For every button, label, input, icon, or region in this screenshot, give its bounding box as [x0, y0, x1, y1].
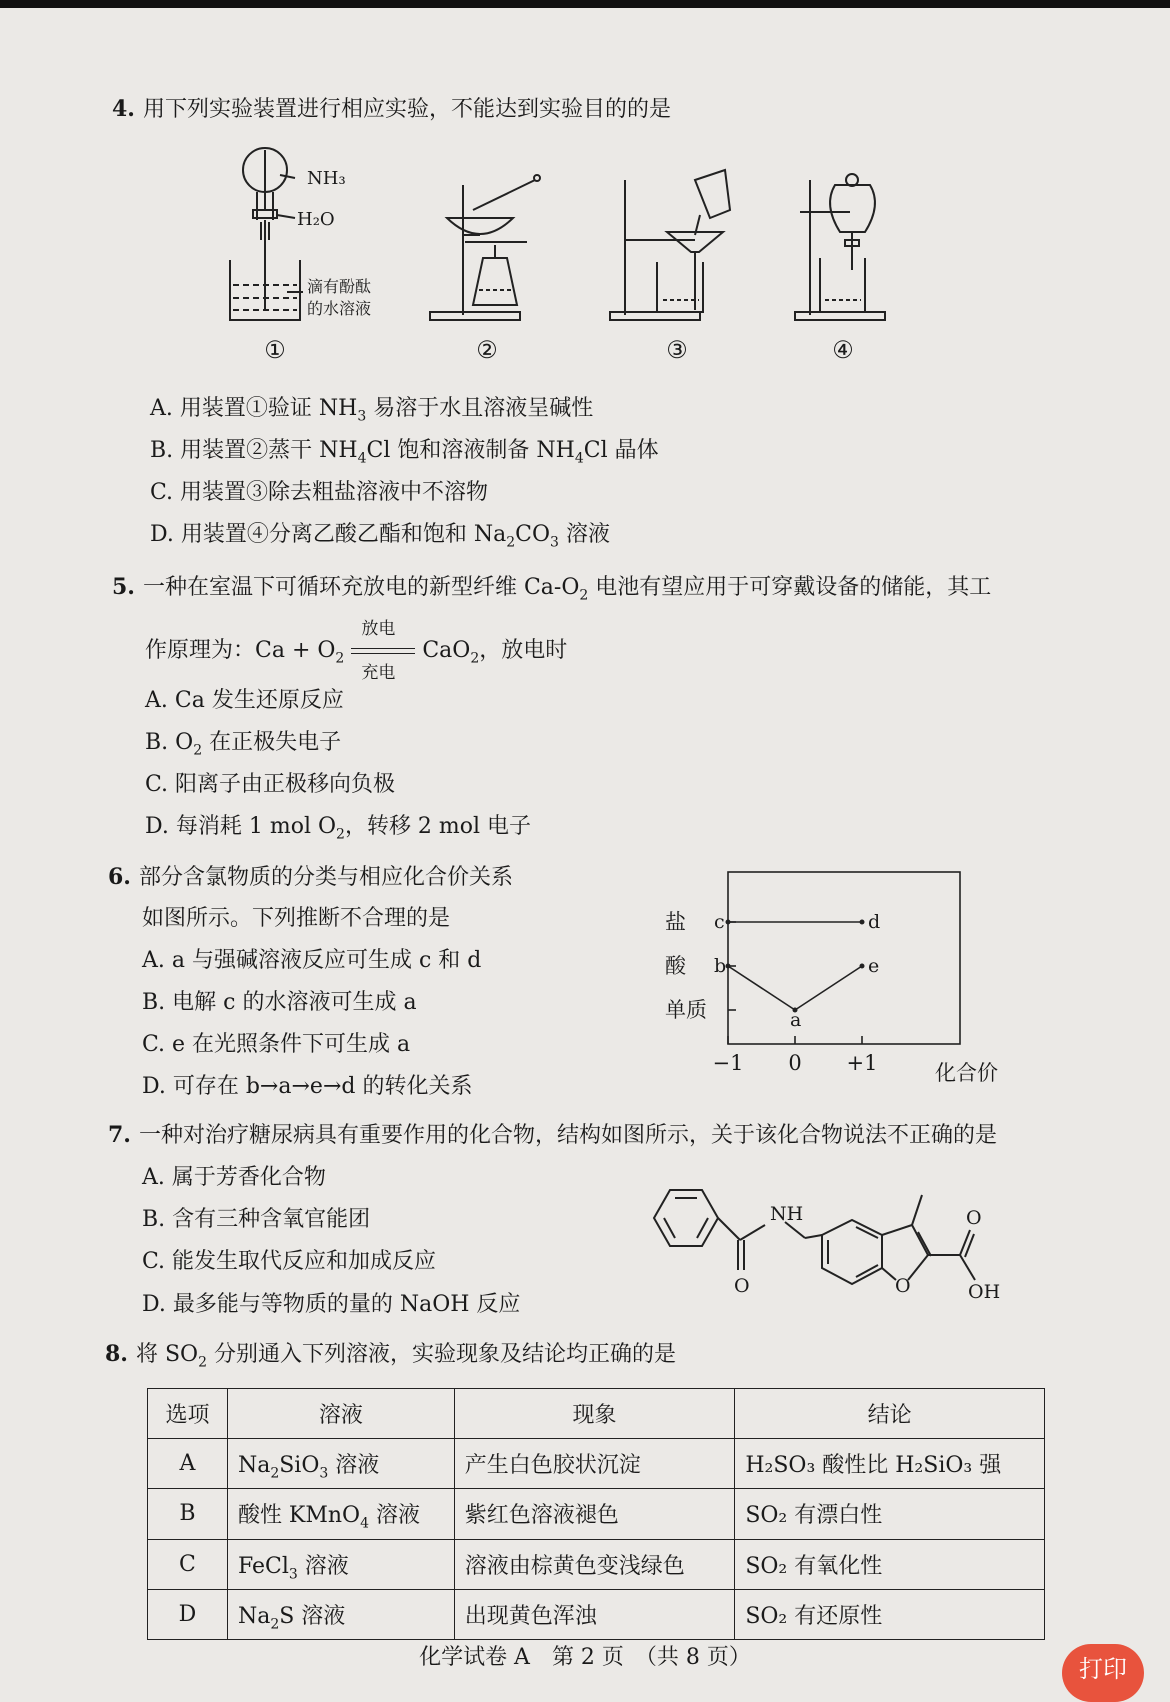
point-e — [860, 964, 865, 969]
q4-option-b[interactable]: B. 用装置②蒸干 $NH_4Cl$ 饱和溶液制备 $NH_4Cl$ 晶体 — [150, 438, 659, 467]
x-tick-label: +1 — [846, 1051, 878, 1075]
point-d — [860, 920, 865, 925]
q6-option-b[interactable]: B. 电解 c 的水溶液可生成 a — [142, 990, 417, 1015]
point-c — [726, 920, 731, 925]
table-row[interactable] — [148, 1589, 1045, 1639]
row-conclusion: SO₂ 有还原性 — [735, 1589, 1045, 1639]
q7-structure — [640, 1180, 1020, 1320]
point-label-e: e — [868, 955, 880, 977]
reversible-arrow — [351, 619, 415, 683]
row-key: D — [148, 1589, 228, 1639]
connection-line — [728, 966, 795, 1010]
label-nh3: NH₃ — [307, 168, 346, 189]
q4-option-c[interactable]: C. 用装置③除去粗盐溶液中不溶物 — [150, 480, 489, 505]
q6-stem-line2: 如图所示。下列推断不合理的是 — [142, 906, 451, 931]
caption-4: ④ — [832, 336, 854, 364]
q5-stem-line2: 作原理为：$Ca + O_2$ 放电 充电 CaO$_2$，放电时 — [145, 636, 567, 666]
label-oh: OH — [968, 1281, 1001, 1303]
x-axis-label: 化合价 — [935, 1061, 998, 1085]
x-tick-label: −1 — [712, 1051, 744, 1075]
apparatus-4-separatory-funnel — [795, 174, 885, 320]
q4-stem: 4. 用下列实验装置进行相应实验，不能达到实验目的的是 — [112, 96, 671, 122]
q7-stem: 7. 一种对治疗糖尿病具有重要作用的化合物，结构如图所示，关于该化合物说法不正确的是 — [108, 1122, 997, 1148]
apparatus-2-evaporation — [430, 175, 540, 320]
row-key: A — [148, 1439, 228, 1489]
header-solution: 溶液 — [227, 1389, 454, 1439]
page-footer: 化学试卷 A 第 2 页 （共 8 页） — [419, 1645, 751, 1670]
table-row[interactable] — [148, 1539, 1045, 1589]
label-o-acid: O — [966, 1207, 982, 1229]
label-h2o: H₂O — [297, 209, 335, 230]
caption-3: ③ — [666, 336, 688, 364]
row-key: C — [148, 1539, 228, 1589]
q5-stem-line1: 5. 一种在室温下可循环充放电的新型纤维 $Ca-O_2$ 电池有望应用于可穿戴设备的储能，其工 — [112, 574, 992, 604]
row-solution: $Na_2SiO_3$ 溶液 — [227, 1439, 454, 1489]
point-b — [726, 964, 731, 969]
x-tick-label: 0 — [788, 1051, 802, 1075]
table-row[interactable] — [148, 1489, 1045, 1539]
label-drop-2: 的水溶液 — [307, 299, 372, 318]
benzofuran-ring — [822, 1220, 882, 1284]
row-solution: 酸性 KMnO$_4$ 溶液 — [227, 1489, 454, 1539]
row-phenomenon: 紫红色溶液褪色 — [454, 1489, 735, 1539]
arrow-top-label: 放电 — [361, 619, 396, 639]
arrow-bottom-label: 充电 — [361, 663, 396, 683]
header-conclusion: 结论 — [735, 1389, 1045, 1439]
caption-1: ① — [264, 336, 286, 364]
q5-option-b[interactable]: B. $O_2$ 在正极失电子 — [145, 730, 342, 759]
point-label-d: d — [868, 911, 881, 933]
row-key: B — [148, 1489, 228, 1539]
header-phenomenon: 现象 — [454, 1389, 735, 1439]
q6-option-d[interactable]: D. 可存在 b→a→e→d 的转化关系 — [142, 1074, 473, 1099]
row-phenomenon: 溶液由棕黄色变浅绿色 — [454, 1539, 735, 1589]
point-label-a: a — [790, 1009, 802, 1031]
q5-option-c[interactable]: C. 阳离子由正极移向负极 — [145, 772, 396, 797]
row-phenomenon: 出现黄色浑浊 — [454, 1589, 735, 1639]
table-row[interactable] — [148, 1439, 1045, 1489]
q7-option-c[interactable]: C. 能发生取代反应和加成反应 — [142, 1249, 437, 1274]
q8-stem: 8. 将 $SO_2$ 分别通入下列溶液，实验现象及结论均正确的是 — [105, 1341, 676, 1371]
label-drop-1: 滴有酚酞 — [307, 277, 372, 296]
q6-stem-line1: 6. 部分含氯物质的分类与相应化合价关系 — [108, 864, 513, 890]
q6-option-c[interactable]: C. e 在光照条件下可生成 a — [142, 1032, 411, 1057]
row-phenomenon: 产生白色胶状沉淀 — [454, 1439, 735, 1489]
apparatus-1-fountain — [230, 148, 303, 320]
y-category-label: 单质 — [665, 998, 707, 1022]
q8-table — [147, 1388, 1045, 1640]
row-conclusion: SO₂ 有漂白性 — [735, 1489, 1045, 1539]
row-solution: FeCl$_3$ 溶液 — [227, 1539, 454, 1589]
label-nh: NH — [770, 1203, 804, 1225]
q5-option-d[interactable]: D. 每消耗 1 mol $O_2$，转移 2 mol 电子 — [145, 814, 532, 843]
q6-option-a[interactable]: A. a 与强碱溶液反应可生成 c 和 d — [142, 948, 482, 973]
point-label-c: c — [714, 911, 725, 933]
print-button[interactable]: 打印 — [1062, 1644, 1144, 1702]
q5-option-a[interactable]: A. Ca 发生还原反应 — [145, 688, 344, 713]
q4-option-d[interactable]: D. 用装置④分离乙酸乙酯和饱和 $Na_2CO_3$ 溶液 — [150, 522, 610, 551]
point-label-b: b — [714, 955, 727, 977]
header-option: 选项 — [148, 1389, 228, 1439]
q7-option-a[interactable]: A. 属于芳香化合物 — [142, 1165, 326, 1190]
y-category-label: 盐 — [665, 910, 686, 934]
q4-option-a[interactable]: A. 用装置①验证 $NH_3$ 易溶于水且溶液呈碱性 — [150, 396, 594, 425]
top-border — [0, 0, 1170, 8]
q7-option-d[interactable]: D. 最多能与等物质的量的 NaOH 反应 — [142, 1292, 521, 1317]
row-conclusion: H₂SO₃ 酸性比 H₂SiO₃ 强 — [735, 1439, 1045, 1489]
label-o-ring: O — [895, 1275, 911, 1297]
row-conclusion: SO₂ 有氧化性 — [735, 1539, 1045, 1589]
y-category-label: 酸 — [665, 954, 686, 978]
label-o-carbonyl: O — [734, 1275, 750, 1297]
q6-valence-chart — [660, 870, 1030, 1090]
apparatus-3-filtration — [610, 170, 730, 320]
table-header-row — [148, 1389, 1045, 1439]
connection-line — [795, 966, 862, 1010]
caption-2: ② — [476, 336, 498, 364]
row-solution: $Na_2S$ 溶液 — [227, 1589, 454, 1639]
q7-option-b[interactable]: B. 含有三种含氧官能团 — [142, 1207, 371, 1232]
chart-frame — [728, 872, 960, 1044]
q4-apparatus-figure — [225, 140, 854, 390]
